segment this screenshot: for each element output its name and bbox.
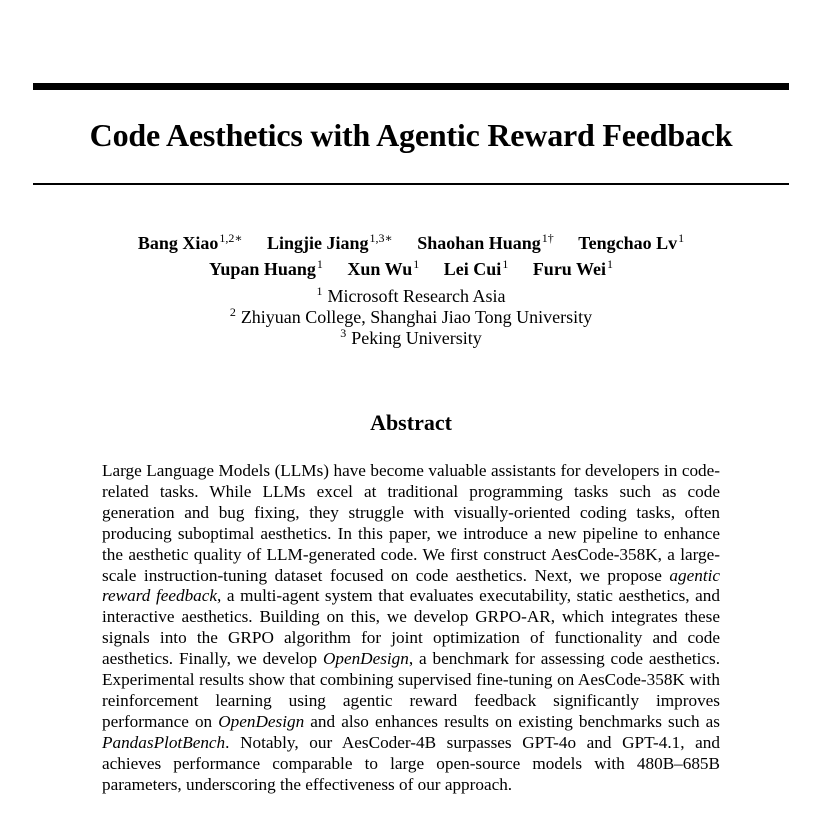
abstract-paragraph: Large Language Models (LLMs) have become valuable assistants for developers in code-related tasks. While LLMs excel at traditional programming tasks such as code generation and bug fixing, they struggle with visually-oriented coding tasks, often producing suboptimal aesthetics. In this paper, we introduce a new pipeline to enhance the aesthetic quality of LLM-generated code. We first construct AesCode-358K, a large-scale instruction-tuning dataset focused on code aesthetics. Next, we propose agentic reward feedback, a multi-agent system that evaluates executability, static aesthetics, and interactive aesthetics. Building on this, we develop GRPO-AR, which integrates these signals into the GRPO algorithm for joint optimization of functionality and code aesthetics. Finally, we develop OpenDesign, a benchmark for assessing code aesthetics. Experimental results show that combining supervised fine-tuning on AesCode-358K with reinforcement learning using agentic reward feedback significantly improves performance on OpenDesign and also enhances results on existing benchmarks such as PandasPlotBench. Notably, our AesCoder-4B surpasses GPT-4o and GPT-4.1, and achieves performance comparable to large open-source models with 480B–685B parameters, underscoring the effectiveness of our approach.: [102, 461, 720, 794]
emphasis-opendesign: OpenDesign: [218, 711, 305, 731]
title-top-rule: [33, 83, 789, 90]
author: Bang Xiao$^{1,2∗}$: [137, 231, 243, 253]
abstract-heading: Abstract: [370, 410, 452, 435]
author-block: [0, 230, 815, 282]
author: Shaohan Huang$^{1\dagger}$: [417, 231, 554, 253]
author: Yupan Huang$^1$: [209, 257, 323, 279]
emphasis-pandasplotbench: PandasPlotBench: [102, 732, 226, 752]
abstract-body: [102, 461, 720, 796]
title-bottom-rule: [33, 183, 789, 185]
author: Xun Wu$^1$: [347, 257, 420, 279]
author-line-2: [0, 256, 815, 282]
author: Lingjie Jiang$^{1,3∗}$: [267, 231, 393, 253]
author: Furu Wei$^1$: [532, 257, 613, 279]
author: Tengchao Lv$^1$: [578, 231, 685, 253]
affiliation: $^2$ Zhiyuan College, Shanghai Jiao Tong University: [229, 305, 593, 327]
author-line-1: [0, 230, 815, 256]
author: Lei Cui$^1$: [443, 257, 509, 279]
paper-title: Code Aesthetics with Agentic Reward Feedback: [89, 117, 733, 153]
affiliation-block: [0, 286, 815, 349]
emphasis-agentic-reward-feedback: agentic reward feedback: [102, 565, 720, 606]
affiliation: $^1$ Microsoft Research Asia: [316, 284, 506, 306]
affiliation: $^3$ Peking University: [340, 326, 482, 348]
emphasis-opendesign: OpenDesign: [322, 649, 409, 669]
